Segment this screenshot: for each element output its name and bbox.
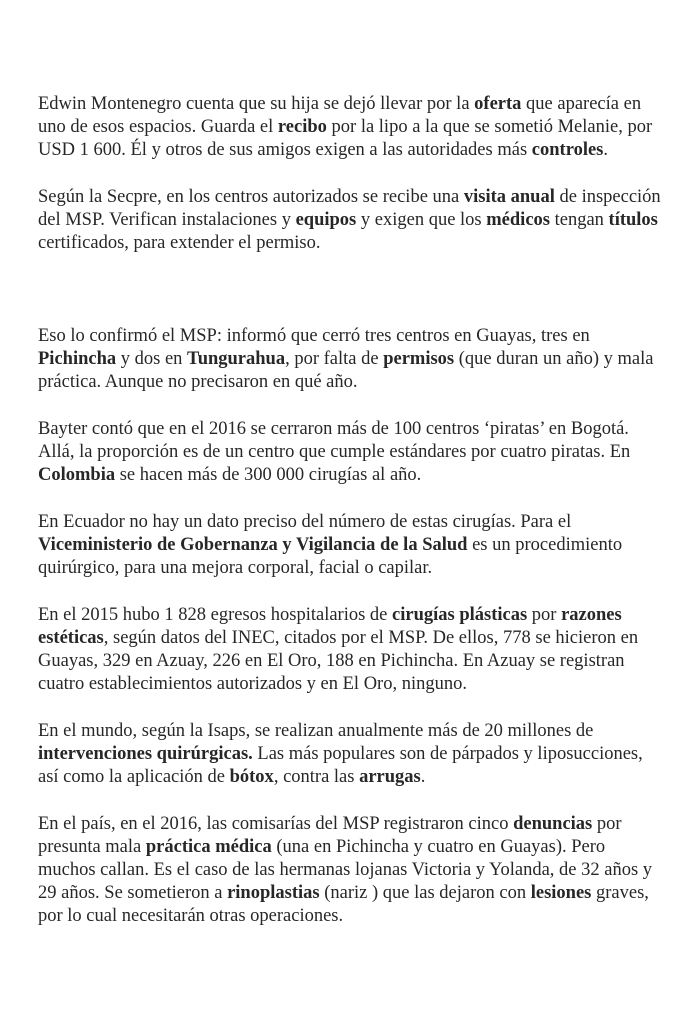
text-run-bold: cirugías plásticas: [392, 605, 528, 625]
text-run: En el 2015 hubo 1 828 egresos hospitalarios de: [38, 605, 393, 625]
text-run: , según datos del INEC, citados por el MSP. De ellos, 778 se hicieron en Guayas, 329 en Azuay, 226 en El Oro, 188 en Pichincha. En Azuay se registran cuatro establecimientos autorizados y en El Oro, ninguno.: [38, 628, 639, 694]
text-run: (que duran un año) y mala práctica. Aunque no precisaron en qué año.: [38, 349, 654, 392]
text-run: por la lipo a la que se sometió Melanie, por USD 1 600. Él y otros de sus amigos exigen a las autoridades más: [38, 117, 653, 160]
text-run: (una en Pichincha y cuatro en Guayas). Pero muchos callan. Es el caso de las hermanas lojanas Victoria y Yolanda, de 32 años y 29 años. Se sometieron a: [38, 837, 653, 903]
text-run-bold: controles: [531, 140, 604, 160]
text-run-bold: Tungurahua: [187, 349, 286, 369]
paragraph: [38, 418, 664, 487]
text-run-bold: denuncias: [513, 814, 593, 834]
text-run-bold: recibo: [277, 117, 327, 137]
text-run: , contra las: [273, 767, 360, 787]
text-run-bold: equipos: [295, 210, 357, 230]
text-run-bold: bótox: [229, 767, 274, 787]
text-run-bold: lesiones: [530, 883, 592, 903]
text-run: y exigen que los: [356, 210, 487, 230]
text-run: En Ecuador no hay un dato preciso del número de estas cirugías. Para el: [38, 512, 572, 532]
paragraph: [38, 511, 664, 580]
text-run: de inspección del MSP. Verifican instalaciones y: [38, 187, 661, 230]
text-run: certificados, para extender el permiso.: [38, 233, 321, 253]
text-run: tengan: [549, 210, 609, 230]
text-run: es un procedimiento quirúrgico, para una mejora corporal, facial o capilar.: [38, 535, 623, 578]
text-run: .: [603, 140, 608, 160]
text-run: graves, por lo cual necesitarán otras operaciones.: [38, 883, 649, 926]
text-run: Bayter contó que en el 2016 se cerraron más de 100 centros ‘piratas’ en Bogotá. Allá, la proporción es de un centro que cumple estándares por cuatro piratas. En: [38, 419, 631, 462]
paragraph: [38, 93, 664, 162]
text-run-bold: oferta: [474, 94, 522, 114]
text-run-bold: Viceministerio de Gobernanza y Vigilancia de la Salud: [38, 535, 468, 555]
text-run: Las más populares son de párpados y liposucciones, así como la aplicación de: [38, 744, 643, 787]
text-run-bold: práctica médica: [145, 837, 272, 857]
text-run: y dos en: [116, 349, 188, 369]
text-run-bold: Colombia: [38, 465, 116, 485]
text-run-bold: rinoplastias: [227, 883, 320, 903]
text-run: se hacen más de 300 000 cirugías al año.: [115, 465, 422, 485]
text-run-bold: razones estéticas: [38, 605, 622, 648]
text-run-bold: Pichincha: [38, 349, 117, 369]
paragraph: [38, 720, 664, 789]
text-run: .: [420, 767, 426, 787]
paragraph: [38, 604, 664, 696]
text-run: Eso lo confirmó el MSP: informó que cerró tres centros en Guayas, tres en: [38, 326, 590, 346]
paragraph: [38, 325, 664, 394]
text-run: En el mundo, según la Isaps, se realizan anualmente más de 20 millones de: [38, 721, 594, 741]
text-run-bold: intervenciones quirúrgicas.: [38, 744, 253, 764]
text-run-bold: arrugas: [359, 767, 421, 787]
text-run: que aparecía en uno de esos espacios. Guarda el: [38, 94, 642, 137]
text-run-bold: títulos: [608, 210, 658, 230]
text-run: En el país, en el 2016, las comisarías del MSP registraron cinco: [38, 814, 514, 834]
text-run: Edwin Montenegro cuenta que su hija se dejó llevar por la: [38, 94, 475, 114]
text-run: por presunta mala: [38, 814, 622, 857]
text-run: (nariz ) que las dejaron con: [319, 883, 531, 903]
text-run: Según la Secpre, en los centros autorizados se recibe una: [38, 187, 464, 207]
text-run-bold: médicos: [486, 210, 550, 230]
paragraph: [38, 813, 664, 928]
text-run-bold: permisos: [383, 349, 455, 369]
text-run-bold: visita anual: [463, 187, 555, 207]
text-run: , por falta de: [285, 349, 384, 369]
text-run: por: [527, 605, 562, 625]
paragraph: [38, 186, 664, 255]
